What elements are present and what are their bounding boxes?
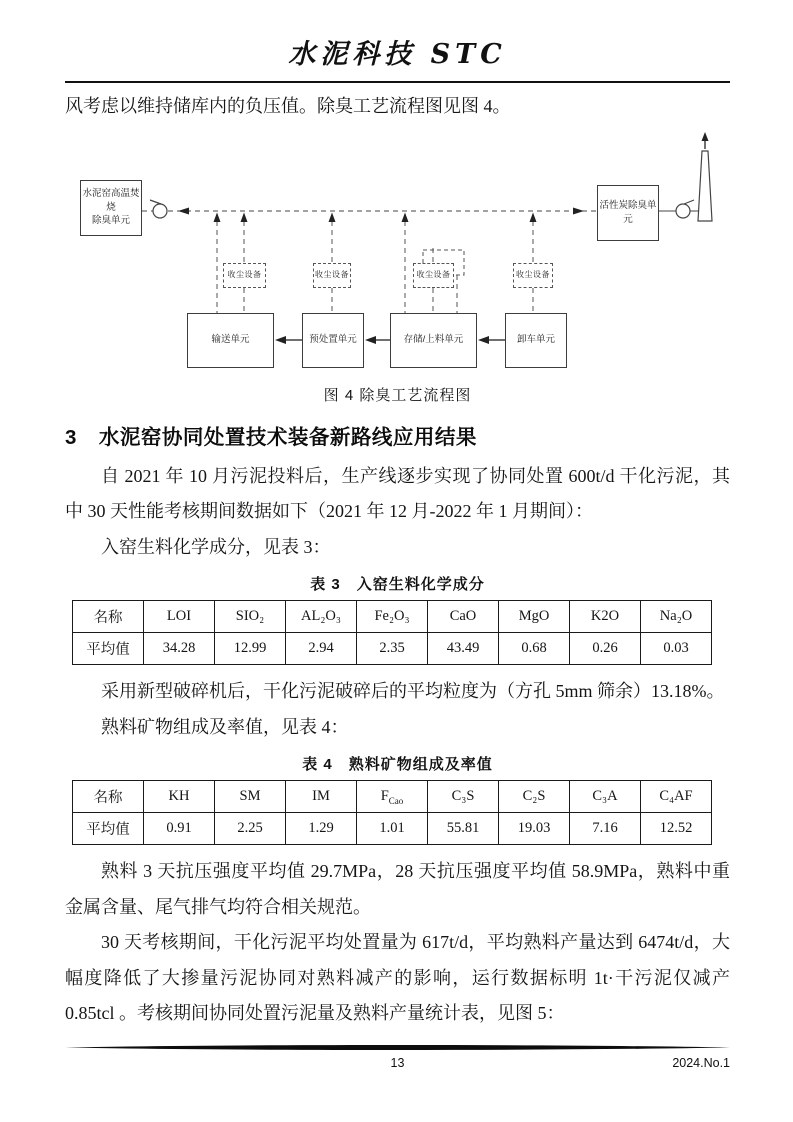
dust-collector-box (513, 263, 553, 288)
value-cell: 1.29 (286, 813, 357, 845)
table-value-row (73, 813, 712, 845)
value-cell: 0.03 (641, 633, 712, 665)
table-clinker-mineral-composition (72, 780, 712, 845)
kiln-unit-label-line2: 除臭单元 (91, 215, 130, 227)
paragraph-clinker-ref: 熟料矿物组成及率值，见表 4： (101, 716, 349, 737)
conveying-unit-label: 输送单元 (211, 334, 250, 346)
header-cell: 名称 (73, 781, 144, 813)
header-cell-fcao (357, 781, 428, 813)
kiln-unit-label-line1: 水泥窑高温焚烧 (82, 187, 140, 213)
header-cell: C₂S (499, 781, 570, 813)
header-cell: IM (286, 781, 357, 813)
header-cell: 名称 (73, 601, 144, 633)
page-number: 13 (390, 1056, 405, 1070)
value-cell: 34.28 (144, 633, 215, 665)
footer-rule (65, 1043, 730, 1052)
table3-caption: 表 3 入窑生料化学成分 (310, 576, 485, 593)
header-cell: C₃A (570, 781, 641, 813)
issue-number: 2024.No.1 (672, 1056, 730, 1070)
paragraph-strength: 熟料 3 天抗压强度平均值 29.7MPa，28 天抗压强度平均值 58.9MPa，熟料中重金属含量、尾气排气均符合相关规范。 (65, 861, 730, 917)
dust-collector-box (223, 263, 266, 288)
dust-collector-box (413, 263, 454, 288)
dust-collector-label: 收尘设备 (416, 270, 451, 280)
header-cell: KH (144, 781, 215, 813)
value-cell: 0.91 (144, 813, 215, 845)
paragraph-performance-intro: 自 2021 年 10 月污泥投料后，生产线逐步实现了协同处置 600t/d 干化污泥，其中 30 天性能考核期间数据如下（2021 年 12 月-2022 年 1 月期间）： (65, 465, 730, 521)
unloading-unit-box (505, 313, 567, 368)
value-cell: 2.25 (215, 813, 286, 845)
paragraph-raw-meal-ref: 入窑生料化学成分，见表 3： (101, 536, 331, 557)
header-cell: SIO₂ (215, 601, 286, 633)
kiln-deodorization-unit-box (80, 180, 142, 236)
value-cell: 1.01 (357, 813, 428, 845)
table4-caption: 表 4 熟料矿物组成及率值 (302, 756, 493, 773)
pretreatment-unit-box (302, 313, 364, 368)
table-value-row (73, 633, 712, 665)
value-cell: 55.81 (428, 813, 499, 845)
fcao-subscript: Cao (388, 795, 404, 806)
header-cell: CaO (428, 601, 499, 633)
fan-icon (676, 200, 694, 218)
intro-paragraph: 风考虑以维持储库内的负压值。除臭工艺流程图见图 4。 (65, 96, 511, 116)
header-rule (65, 81, 730, 83)
header-cell: K2O (570, 601, 641, 633)
value-cell: 43.49 (428, 633, 499, 665)
table-raw-meal-composition (72, 600, 712, 665)
dust-collector-label: 收尘设备 (227, 270, 262, 280)
stack-exhaust-arrow (702, 132, 709, 141)
value-cell: 12.99 (215, 633, 286, 665)
dust-collector-label: 收尘设备 (315, 270, 349, 280)
page-footer (65, 1043, 730, 1074)
dust-collector-box (313, 263, 351, 288)
paragraph-assessment: 30 天考核期间，干化污泥平均处置量为 617t/d，平均熟料产量达到 6474t/d，大幅度降低了大掺量污泥协同对熟料减产的影响，运行数据标明 1t·干污泥仅减产 0.85tcl 。考核期间协同处置污泥量及熟料产量统计表，见图 5： (65, 932, 730, 1023)
header-cell: C₄AF (641, 781, 712, 813)
value-cell: 7.16 (570, 813, 641, 845)
value-cell: 0.68 (499, 633, 570, 665)
section-heading (65, 420, 730, 450)
conveying-unit-box (187, 313, 274, 368)
carbon-deodorization-unit-box (597, 185, 659, 241)
figure-deodorization-flowchart (65, 128, 730, 378)
fan-icon (150, 200, 167, 218)
dust-collector-label: 收尘设备 (516, 270, 550, 280)
header-cell: LOI (144, 601, 215, 633)
flow-arrow-right (573, 207, 584, 214)
storage-loading-unit-label: 存储/上料单元 (403, 334, 464, 346)
section-title: 水泥窑协同处置技术装备新路线应用结果 (98, 425, 477, 449)
value-cell: 12.52 (641, 813, 712, 845)
row-label-cell: 平均值 (73, 813, 144, 845)
pretreatment-unit-label: 预处置单元 (309, 334, 357, 346)
header-cell: Fe₂O₃ (357, 601, 428, 633)
value-cell: 0.26 (570, 633, 641, 665)
carbon-unit-label: 活性炭除臭单元 (599, 199, 657, 225)
flow-arrow-left (178, 207, 189, 214)
value-cell: 19.03 (499, 813, 570, 845)
unloading-unit-label: 卸车单元 (516, 334, 555, 346)
section-number: 3 (65, 425, 77, 449)
header-cell: C₃S (428, 781, 499, 813)
table-header-row (73, 781, 712, 813)
row-label-cell: 平均值 (73, 633, 144, 665)
header-cell: Na₂O (641, 601, 712, 633)
value-cell: 2.35 (357, 633, 428, 665)
fcao-base: F (380, 787, 389, 804)
storage-loading-unit-box (390, 313, 477, 368)
figure-caption: 图 4 除臭工艺流程图 (323, 386, 472, 404)
header-cell: SM (215, 781, 286, 813)
table-header-row (73, 601, 712, 633)
header-cell: MgO (499, 601, 570, 633)
value-cell: 2.94 (286, 633, 357, 665)
chimney-icon (698, 151, 712, 221)
paragraph-crusher: 采用新型破碎机后，干化污泥破碎后的平均粒度为（方孔 5mm 筛余）13.18%。 (101, 681, 725, 701)
journal-title: 水泥科技 STC (288, 39, 507, 70)
header-cell: AL₂O₃ (286, 601, 357, 633)
